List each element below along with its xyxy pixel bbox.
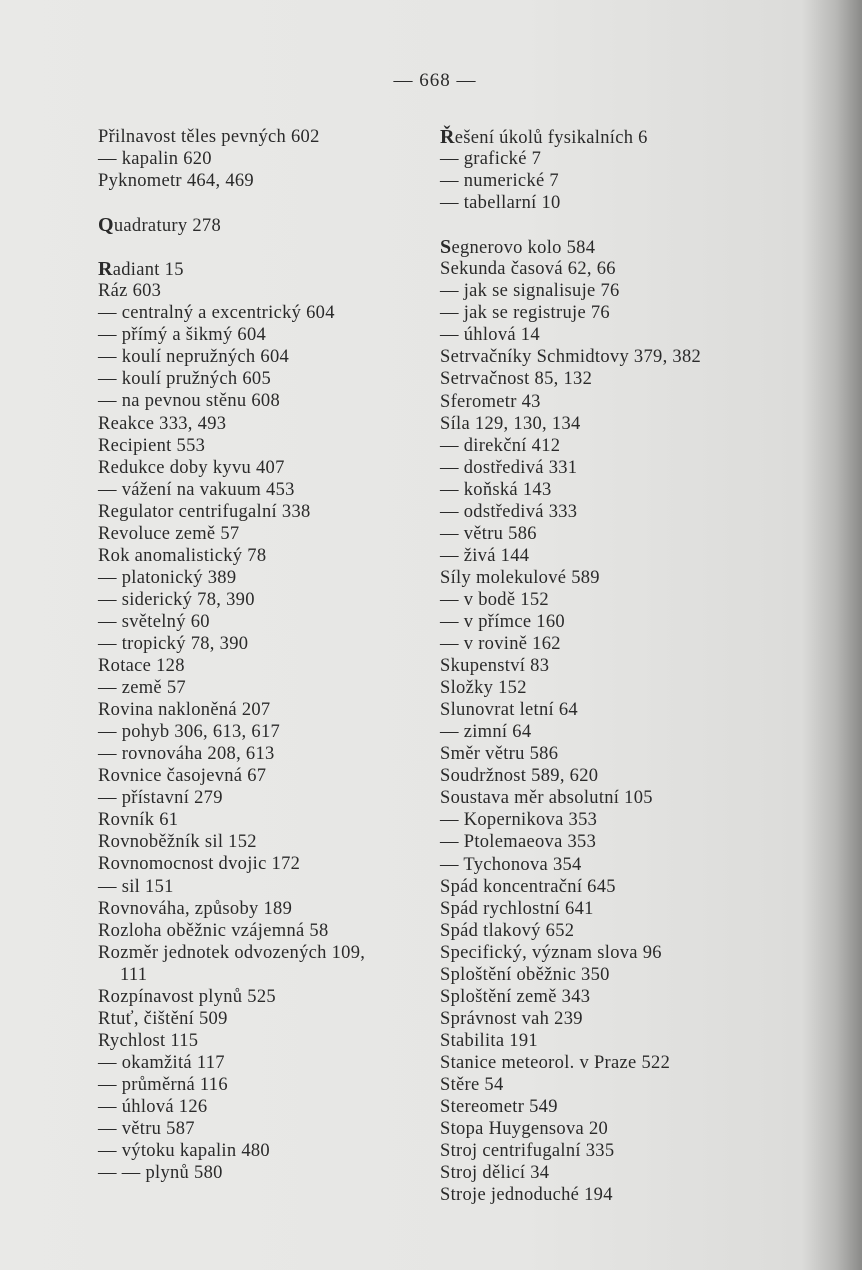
index-entry: Setrvačnost 85, 132 <box>440 369 593 390</box>
index-subentry: — průměrná 116 <box>98 1074 228 1095</box>
index-entry: Rovnice časojevná 67 <box>98 766 267 787</box>
index-entry: Rovnomocnost dvojic 172 <box>98 854 301 875</box>
index-entry: Stroje jednoduché 194 <box>440 1185 613 1206</box>
index-entry: Složky 152 <box>440 678 527 699</box>
index-column-right <box>440 126 780 1206</box>
index-subentry: — přímý a šikmý 604 <box>98 325 267 346</box>
index-subentry: — siderický 78, 390 <box>98 589 255 610</box>
index-subentry: — numerické 7 <box>440 171 559 192</box>
index-entry: Slunovrat letní 64 <box>440 700 578 721</box>
index-entry: Stopa Huygensova 20 <box>440 1119 609 1140</box>
section-initial-letter: Q <box>98 214 114 237</box>
index-subentry: — v rovině 162 <box>440 634 561 655</box>
index-entry: Stroj centrifugalní 335 <box>440 1141 615 1162</box>
index-entry: Rok anomalistický 78 <box>98 545 267 566</box>
index-entry: Redukce doby kyvu 407 <box>98 457 285 478</box>
page-number: — 668 — <box>393 70 477 91</box>
index-subentry: — odstředivá 333 <box>440 501 578 522</box>
index-subentry: — tropický 78, 390 <box>98 633 249 654</box>
index-subentry: — úhlová 126 <box>98 1096 208 1117</box>
index-entry: Stroj dělicí 34 <box>440 1163 550 1184</box>
index-subentry: — — plynů 580 <box>98 1163 223 1184</box>
index-entry: Stěre 54 <box>440 1074 504 1095</box>
index-entry <box>98 258 428 280</box>
index-entry: Soudržnost 589, 620 <box>440 766 599 787</box>
index-entry: Rychlost 115 <box>98 1030 199 1051</box>
index-subentry: — větru 587 <box>98 1119 195 1140</box>
index-subentry: — zimní 64 <box>440 722 532 743</box>
index-entry: Spád tlakový 652 <box>440 920 575 941</box>
index-entry: Stabilita 191 <box>440 1030 538 1051</box>
index-subentry: — na pevnou stěnu 608 <box>98 391 281 412</box>
index-entry: Rozpínavost plynů 525 <box>98 986 276 1007</box>
index-entry: Rovina nakloněná 207 <box>98 700 271 721</box>
index-subentry: — koulí nepružných 604 <box>98 347 290 368</box>
index-subentry: — úhlová 14 <box>440 325 540 346</box>
index-subentry: — jak se registruje 76 <box>440 303 610 324</box>
index-entry: Rotace 128 <box>98 656 185 677</box>
index-subentry: — platonický 389 <box>98 567 237 588</box>
index-entry: Síly molekulové 589 <box>440 567 600 588</box>
index-subentry: — země 57 <box>98 678 186 699</box>
index-subentry: — kapalin 620 <box>98 149 212 170</box>
index-entry: Pyknometr 464, 469 <box>98 171 254 192</box>
index-entry: Rtuť, čištění 509 <box>98 1008 228 1029</box>
index-subentry: — centralný a excentrický 604 <box>98 303 335 324</box>
index-subentry: — výtoku kapalin 480 <box>98 1141 270 1162</box>
index-entry: Rozměr jednotek odvozených 109, <box>98 942 366 963</box>
index-entry: Recipient 553 <box>98 435 206 456</box>
index-subentry: — vážení na vakuum 453 <box>98 479 295 500</box>
index-subentry: — rovnováha 208, 613 <box>98 744 275 765</box>
section-initial-letter: R <box>98 258 113 281</box>
index-entry: Přilnavost těles pevných 602 <box>98 127 320 147</box>
index-subentry: — okamžitá 117 <box>98 1052 225 1073</box>
index-subentry: — sil 151 <box>98 876 174 897</box>
index-subentry: — živá 144 <box>440 545 530 566</box>
index-subentry: — grafické 7 <box>440 149 542 170</box>
index-entry: 111 <box>120 964 148 985</box>
index-subentry: — větru 586 <box>440 523 537 544</box>
index-entry: Rovnoběžník sil 152 <box>98 832 257 853</box>
index-subentry: — dostředivá 331 <box>440 457 578 478</box>
index-subentry: — jak se signalisuje 76 <box>440 281 620 302</box>
index-entry: Specifický, význam slova 96 <box>440 942 662 963</box>
index-entry: Rovnováha, způsoby 189 <box>98 898 293 919</box>
index-subentry: — Ptolemaeova 353 <box>440 832 597 853</box>
index-entry: Sekunda časová 62, 66 <box>440 259 616 280</box>
index-entry: Rovník 61 <box>98 810 179 831</box>
index-entry-text: uadratury 278 <box>113 216 222 237</box>
index-subentry: — Kopernikova 353 <box>440 810 598 831</box>
index-entry: Spád koncentrační 645 <box>440 876 616 897</box>
index-column-left <box>98 126 428 1184</box>
index-entry: Reakce 333, 493 <box>98 413 227 434</box>
index-subentry: — Tychonova 354 <box>440 854 582 875</box>
index-subentry: — pohyb 306, 613, 617 <box>98 722 281 743</box>
index-entry <box>98 214 428 236</box>
section-initial-letter: S <box>440 236 452 259</box>
index-entry: Sploštění země 343 <box>440 986 591 1007</box>
index-entry-text: egnerovo kolo 584 <box>451 238 596 259</box>
index-entry: Stanice meteorol. v Praze 522 <box>440 1052 671 1073</box>
index-entry: Síla 129, 130, 134 <box>440 413 581 434</box>
section-initial-letter: Ř <box>440 126 455 148</box>
index-subentry: — v bodě 152 <box>440 589 549 610</box>
index-entry: Správnost vah 239 <box>440 1008 583 1029</box>
index-subentry: — světelný 60 <box>98 611 210 632</box>
index-entry <box>440 126 780 148</box>
index-entry: Sploštění oběžnic 350 <box>440 964 610 985</box>
index-subentry: — direkční 412 <box>440 435 561 456</box>
index-entry: Stereometr 549 <box>440 1097 558 1118</box>
index-entry: Ráz 603 <box>98 281 162 302</box>
index-subentry: — přístavní 279 <box>98 788 223 809</box>
index-subentry: — v přímce 160 <box>440 611 565 632</box>
index-entry-text: ešení úkolů fysikalních 6 <box>454 128 648 148</box>
index-subentry: — koňská 143 <box>440 479 552 500</box>
index-entry: Směr větru 586 <box>440 744 559 765</box>
index-entry-text: adiant 15 <box>112 260 184 281</box>
index-entry: Skupenství 83 <box>440 656 550 677</box>
index-subentry: — tabellarní 10 <box>440 193 561 214</box>
index-entry: Rozloha oběžnic vzájemná 58 <box>98 920 329 941</box>
index-entry: Revoluce země 57 <box>98 523 240 544</box>
index-entry: Setrvačníky Schmidtovy 379, 382 <box>440 347 702 368</box>
index-entry: Sferometr 43 <box>440 391 541 412</box>
index-entry <box>440 236 780 258</box>
index-subentry: — koulí pružných 605 <box>98 369 271 390</box>
index-entry: Spád rychlostní 641 <box>440 898 594 919</box>
index-entry: Regulator centrifugalní 338 <box>98 501 311 522</box>
index-entry: Soustava měr absolutní 105 <box>440 788 653 809</box>
